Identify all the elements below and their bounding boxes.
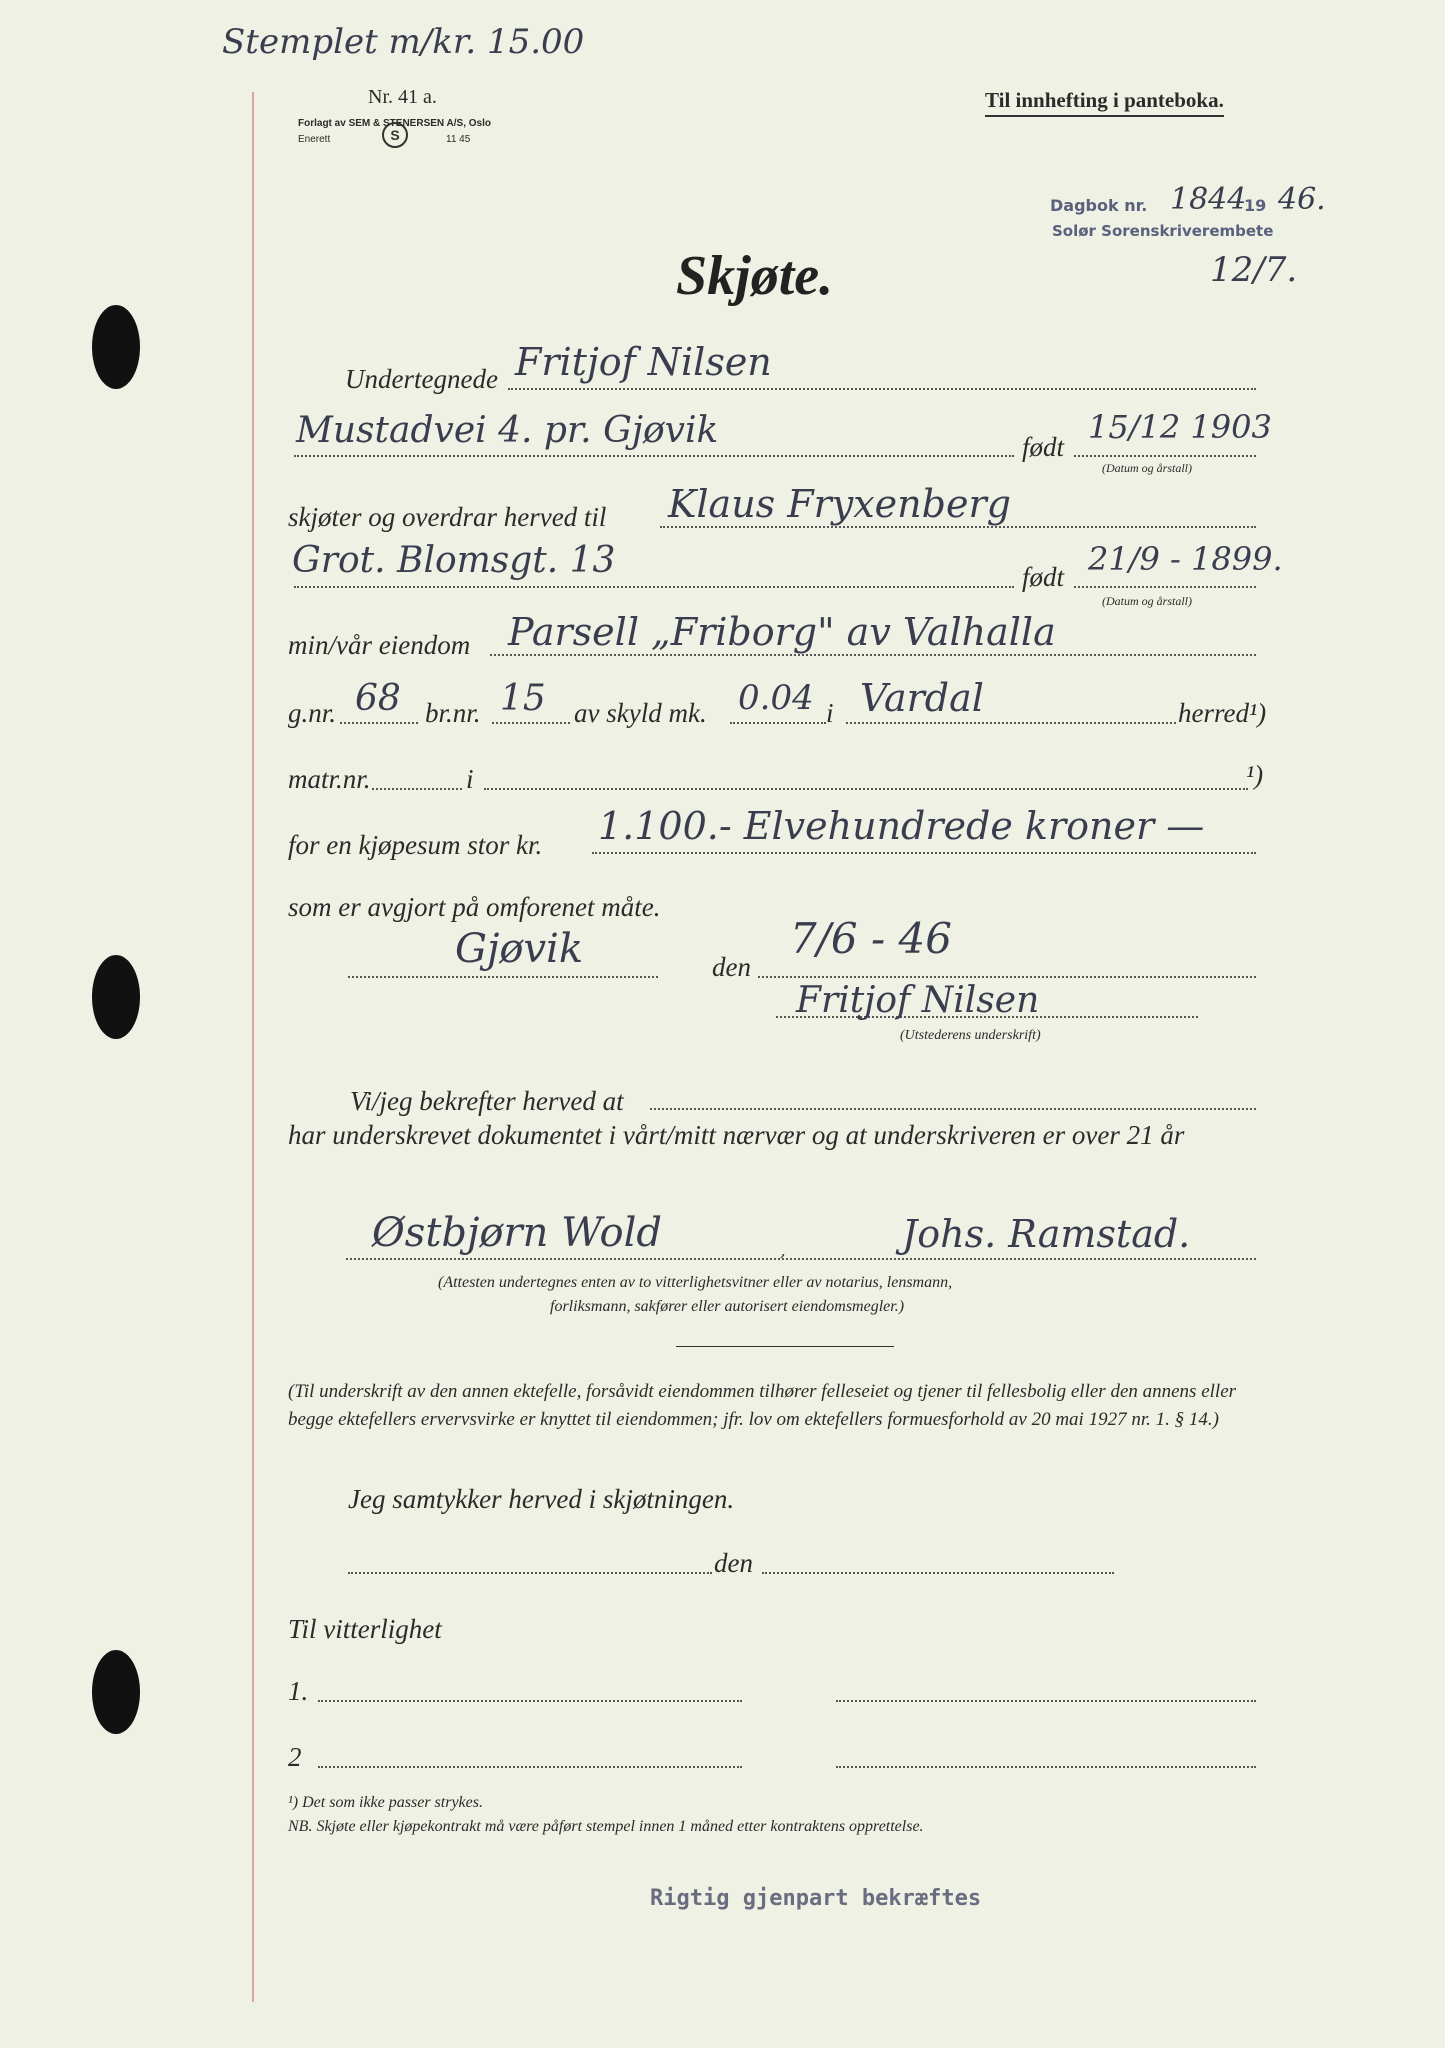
registration-date: 12/7. <box>1210 250 1298 290</box>
registration-year-suffix: 46. <box>1278 182 1326 217</box>
fill-line <box>318 1766 742 1768</box>
witness-line-1: 1. <box>288 1676 309 1706</box>
fill-line <box>660 526 1256 528</box>
binder-hole <box>92 1650 140 1734</box>
matr-in-label: i <box>466 764 474 794</box>
witness-text: har underskrevet dokumentet i vårt/mitt nærvær og at underskriveren er over 21 år <box>288 1120 1185 1150</box>
footnote-1: ¹) Det som ikke passer strykes. <box>288 1794 483 1811</box>
skyld-value: 0.04 <box>738 678 814 718</box>
signing-date: 7/6 - 46 <box>790 914 952 963</box>
certified-copy-stamp: Rigtig gjenpart bekræftes <box>650 1886 982 1911</box>
buyer-address: Grot. Blomsgt. 13 <box>292 540 616 581</box>
property-name: Parsell „Friborg" av Valhalla <box>508 610 1056 654</box>
gnr-label: g.nr. <box>288 698 337 728</box>
witness-intro: Vi/jeg bekrefter herved at <box>350 1086 624 1116</box>
print-code: 11 45 <box>446 134 471 145</box>
binder-hole <box>92 305 140 389</box>
fill-line <box>340 722 418 724</box>
fill-line <box>372 788 462 790</box>
issuer-signature: Fritjof Nilsen <box>796 980 1040 1021</box>
born-label: født <box>1022 432 1065 462</box>
buyer-birthdate: 21/9 - 1899. <box>1088 540 1283 578</box>
witness-section-label: Til vitterlighet <box>288 1614 442 1644</box>
fill-line <box>318 1700 742 1702</box>
fill-line <box>762 1572 1114 1574</box>
filing-note: Til innhefting i panteboka. <box>985 88 1224 117</box>
fill-line <box>836 1700 1256 1702</box>
publisher-line: Forlagt av SEM & STENERSEN A/S, Oslo <box>298 118 491 129</box>
stamp-duty-note: Stemplet m/kr. 15.00 <box>222 22 585 62</box>
place: Gjøvik <box>455 926 584 972</box>
fill-line <box>1074 586 1256 588</box>
registration-stamp-line2: Solør Sorenskriverembete <box>1052 222 1274 240</box>
deed-title: Skjøte. <box>676 245 834 307</box>
footnote-2: NB. Skjøte eller kjøpekontrakt må være påført stempel innen 1 måned etter kontraktens opprettelse. <box>288 1818 924 1835</box>
divider <box>676 1346 894 1347</box>
settled-text: som er avgjort på omforenet måte. <box>288 892 661 922</box>
fill-line <box>484 788 1248 790</box>
fill-line <box>348 976 658 978</box>
undersigned-label: Undertegnede <box>345 364 498 394</box>
fill-line <box>294 586 1014 588</box>
herred-label: herred¹) <box>1178 698 1267 728</box>
margin-rule <box>252 92 254 2002</box>
date-hint: (Datum og årstall) <box>1102 594 1192 608</box>
attestation-note-line2: forliksmann, sakfører eller autorisert eiendomsmegler.) <box>550 1298 905 1315</box>
witness-1-signature: Østbjørn Wold <box>372 1210 662 1256</box>
undersigned-name: Fritjof Nilsen <box>515 340 772 384</box>
attestation-note-line1: (Attesten undertegnes enten av to vitterlighetsvitner eller av notarius, lensmann, <box>438 1274 953 1291</box>
bnr-value: 15 <box>500 678 546 719</box>
gnr-value: 68 <box>355 678 401 719</box>
bnr-label: br.nr. <box>425 698 481 728</box>
rights-line: Enerett <box>298 134 331 145</box>
fill-line <box>348 1572 712 1574</box>
fill-line <box>592 852 1256 854</box>
fill-line <box>836 1766 1256 1768</box>
witness-2-signature: Johs. Ramstad. <box>902 1212 1191 1256</box>
fill-line <box>758 976 1256 978</box>
fill-line <box>650 1108 1256 1110</box>
den-label: den <box>712 952 751 982</box>
signature-separator: , <box>780 1240 786 1261</box>
price-value: 1.100.- Elvehundrede kroner — <box>598 804 1205 848</box>
registration-stamp-line1: Dagbok nr. <box>1050 196 1148 215</box>
date-hint: (Datum og årstall) <box>1102 461 1192 475</box>
matr-suffix: ¹) <box>1246 760 1264 790</box>
form-number: Nr. 41 a. <box>368 86 437 108</box>
fill-line <box>1074 455 1256 457</box>
consent-text: Jeg samtykker herved i skjøtningen. <box>348 1484 735 1514</box>
publisher-logo: S <box>382 122 408 148</box>
property-label: min/vår eiendom <box>288 630 471 660</box>
transfer-label: skjøter og overdrar herved til <box>288 502 607 532</box>
fill-line <box>492 722 570 724</box>
fill-line <box>508 388 1256 390</box>
buyer-name: Klaus Fryxenberg <box>668 482 1011 526</box>
seller-address: Mustadvei 4. pr. Gjøvik <box>296 410 719 451</box>
witness-signature-line <box>346 1258 1256 1260</box>
binder-hole <box>92 955 140 1039</box>
witness-line-2: 2 <box>288 1742 302 1772</box>
skyld-label: av skyld mk. <box>574 698 707 728</box>
spouse-note: (Til underskrift av den annen ektefelle, forsåvidt eiendommen tilhører felleseiet og tjener til fellesbolig eller den annens eller begge ektefellers ervervsvirke er knyttet til eiendommen; jfr. lov om ektefellers formuesforhold av 20 mai 1927 nr. 1. § 14.) <box>288 1381 1237 1430</box>
fill-line <box>730 722 826 724</box>
fill-line <box>846 722 1176 724</box>
born-label: født <box>1022 562 1065 592</box>
seller-birthdate: 15/12 1903 <box>1088 408 1272 446</box>
issuer-signature-label: (Utstederens underskrift) <box>900 1028 1041 1043</box>
fill-line <box>490 654 1256 656</box>
consent-den-label: den <box>714 1548 753 1578</box>
price-label: for en kjøpesum stor kr. <box>288 830 543 860</box>
fill-line <box>294 455 1014 457</box>
municipality: Vardal <box>860 676 984 720</box>
registration-year-prefix: 19 <box>1244 196 1267 215</box>
registration-number: 1844 <box>1170 182 1247 217</box>
in-label: i <box>826 698 834 728</box>
matr-label: matr.nr. <box>288 764 371 794</box>
